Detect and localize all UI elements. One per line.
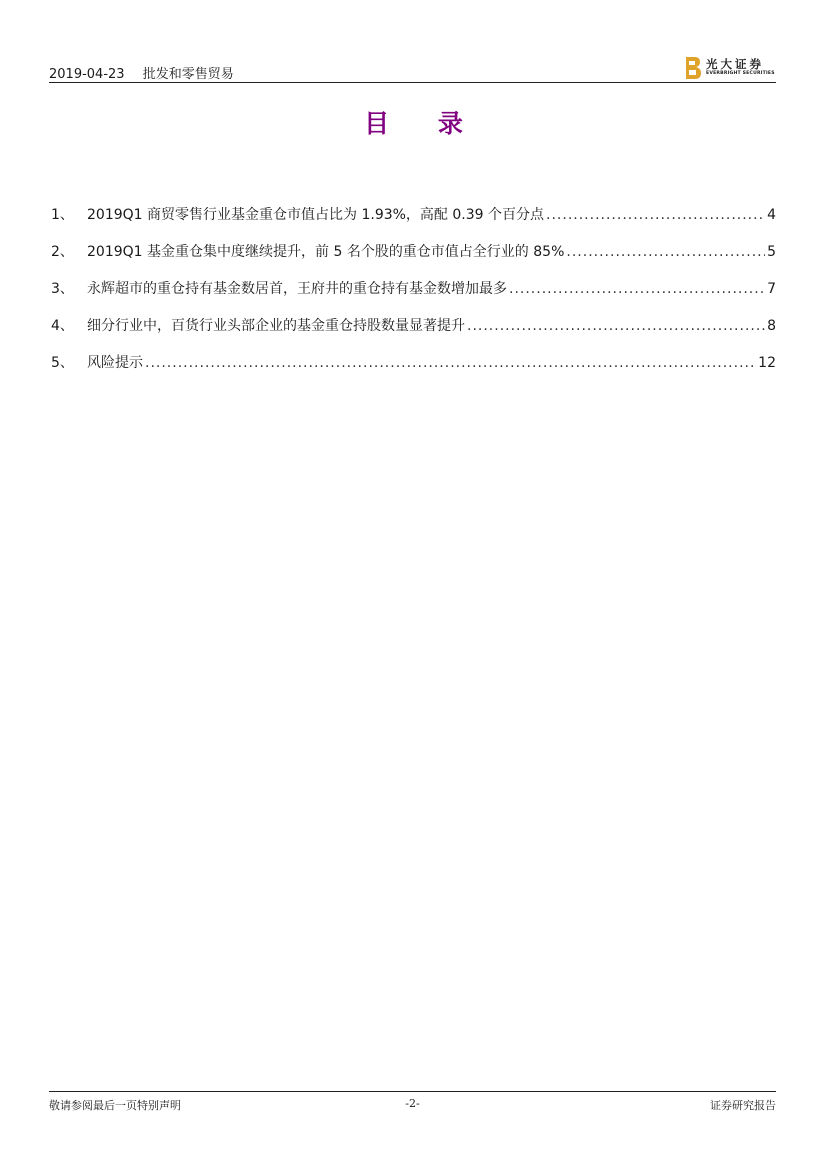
toc-entry-5[interactable] — [51, 352, 776, 389]
toc-dot-leader — [145, 355, 756, 371]
toc-dot-leader — [566, 244, 765, 260]
header-divider — [49, 82, 776, 83]
footer-disclaimer: 敬请参阅最后一页特别声明 — [49, 1099, 181, 1112]
toc-dot-leader — [546, 207, 765, 223]
toc-entry-page: 7 — [767, 281, 776, 297]
toc-entry-title: 风险提示 — [87, 355, 143, 371]
toc-entry-number: 1、 — [51, 207, 74, 223]
logo-text-cn: 光大证券 — [706, 57, 764, 71]
footer-divider — [49, 1091, 776, 1092]
logo-text-en: EVERBRIGHT SECURITIES — [706, 71, 775, 76]
everbright-logo — [684, 56, 776, 80]
toc-entry-2[interactable] — [51, 241, 776, 278]
toc-entry-number: 3、 — [51, 281, 74, 297]
footer-page-number: -2- — [405, 1097, 420, 1110]
toc-entry-title: 永辉超市的重仓持有基金数居首，王府井的重仓持有基金数增加最多 — [87, 281, 507, 297]
toc-entry-number: 2、 — [51, 244, 74, 260]
toc-entry-1[interactable] — [51, 204, 776, 241]
toc-heading: 目 录 — [364, 109, 483, 138]
table-of-contents — [51, 204, 776, 389]
everbright-logo-icon — [684, 56, 702, 80]
toc-dot-leader — [509, 281, 765, 297]
toc-entry-title: 2019Q1 商贸零售行业基金重仓市值占比为 1.93%，高配 0.39 个百分点 — [87, 207, 545, 223]
header-meta — [49, 63, 234, 82]
toc-entry-page: 12 — [758, 355, 776, 371]
industry-name: 批发和零售贸易 — [142, 67, 234, 82]
toc-entry-page: 8 — [767, 318, 776, 334]
toc-dot-leader — [467, 318, 765, 334]
page-footer — [49, 1097, 776, 1113]
footer-report-type: 证券研究报告 — [710, 1099, 776, 1112]
toc-entry-title: 细分行业中，百货行业头部企业的基金重仓持股数量显著提升 — [87, 318, 465, 334]
page-header — [49, 56, 776, 82]
toc-entry-page: 4 — [767, 207, 776, 223]
toc-entry-title: 2019Q1 基金重仓集中度继续提升，前 5 名个股的重仓市值占全行业的 85% — [87, 244, 565, 260]
toc-entry-3[interactable] — [51, 278, 776, 315]
toc-entry-page: 5 — [767, 244, 776, 260]
report-date: 2019-04-23 — [49, 67, 125, 82]
toc-entry-4[interactable] — [51, 315, 776, 352]
toc-entry-number: 5、 — [51, 355, 74, 371]
toc-entry-number: 4、 — [51, 318, 74, 334]
